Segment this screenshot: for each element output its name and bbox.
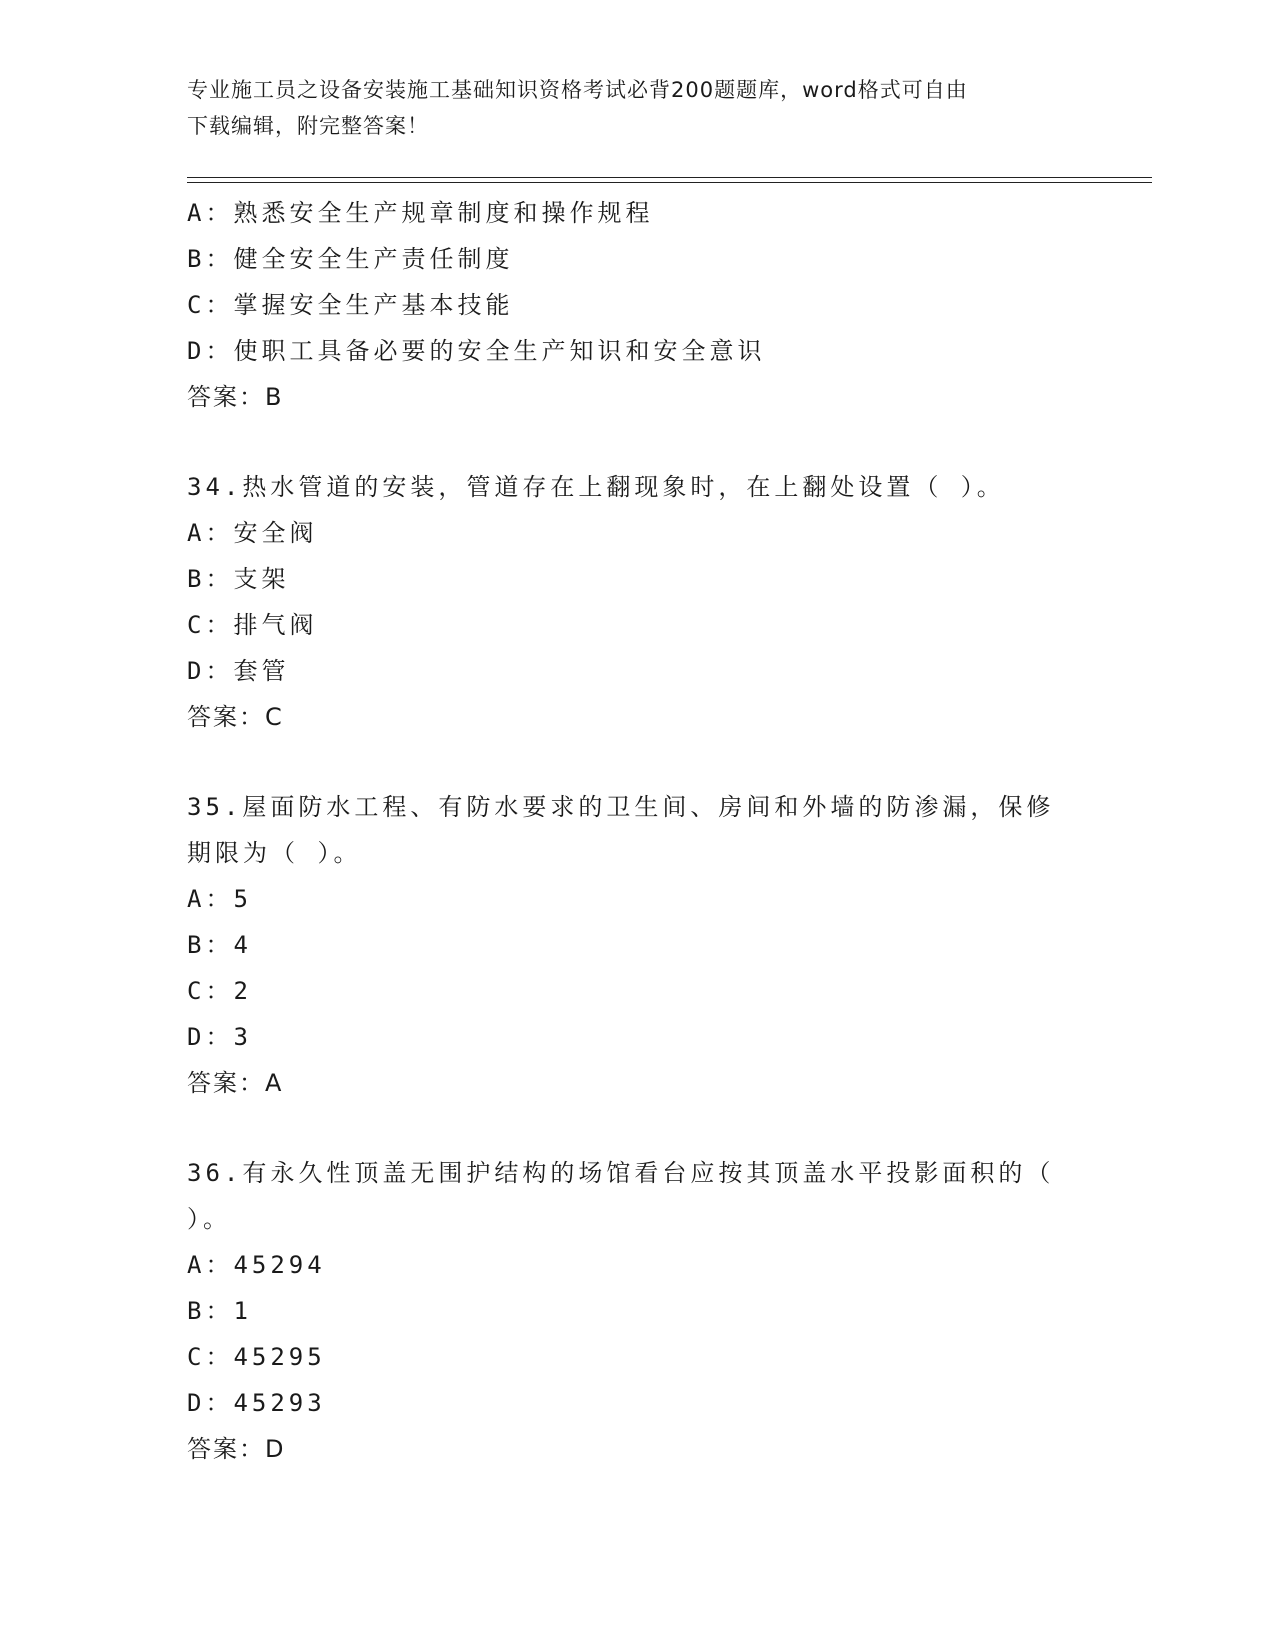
q35-question-line-2: 期限为（ ）。: [187, 839, 362, 867]
q34-option-a: A：安全阀: [187, 519, 318, 547]
q36-option-c: C：45295: [187, 1343, 326, 1371]
question-36-block: [187, 1150, 1087, 1472]
q35-question-line-1: 35.屋面防水工程、有防水要求的卫生间、房间和外墙的防渗漏，保修: [187, 793, 1055, 821]
question-35-block: [187, 784, 1087, 1106]
header-title-line-2: 下载编辑，附完整答案！: [187, 114, 429, 138]
q36-question-line-2: ）。: [187, 1205, 231, 1233]
q35-option-c: C：2: [187, 977, 252, 1005]
question-content: [187, 190, 1087, 1472]
q34-question: 34.热水管道的安装，管道存在上翻现象时，在上翻处设置（ ）。: [187, 473, 1005, 501]
header-divider-bottom: [187, 182, 1152, 183]
q34-answer: 答案：C: [187, 703, 284, 731]
q35-option-b: B：4: [187, 931, 252, 959]
header-title-line-1: 专业施工员之设备安装施工基础知识资格考试必背200题题库，word格式可自由: [187, 78, 968, 102]
q33-option-c: C：掌握安全生产基本技能: [187, 291, 514, 319]
q33-option-b: B：健全安全生产责任制度: [187, 245, 514, 273]
q35-option-d: D：3: [187, 1023, 252, 1051]
q33-option-d: D：使职工具备必要的安全生产知识和安全意识: [187, 337, 766, 365]
q36-option-b: B：1: [187, 1297, 252, 1325]
question-33-block: [187, 190, 1087, 420]
question-34-block: [187, 464, 1087, 740]
q35-option-a: A：5: [187, 885, 252, 913]
document-header: [187, 72, 1087, 144]
header-divider-top: [187, 177, 1152, 178]
q33-option-a: A：熟悉安全生产规章制度和操作规程: [187, 199, 654, 227]
q33-answer: 答案：B: [187, 383, 284, 411]
q34-option-c: C：排气阀: [187, 611, 318, 639]
q36-answer: 答案：D: [187, 1435, 286, 1463]
q36-option-a: A：45294: [187, 1251, 326, 1279]
q36-option-d: D：45293: [187, 1389, 326, 1417]
q36-question-line-1: 36.有永久性顶盖无围护结构的场馆看台应按其顶盖水平投影面积的（: [187, 1159, 1055, 1187]
q35-answer: 答案：A: [187, 1069, 284, 1097]
q34-option-d: D：套管: [187, 657, 290, 685]
q34-option-b: B：支架: [187, 565, 290, 593]
